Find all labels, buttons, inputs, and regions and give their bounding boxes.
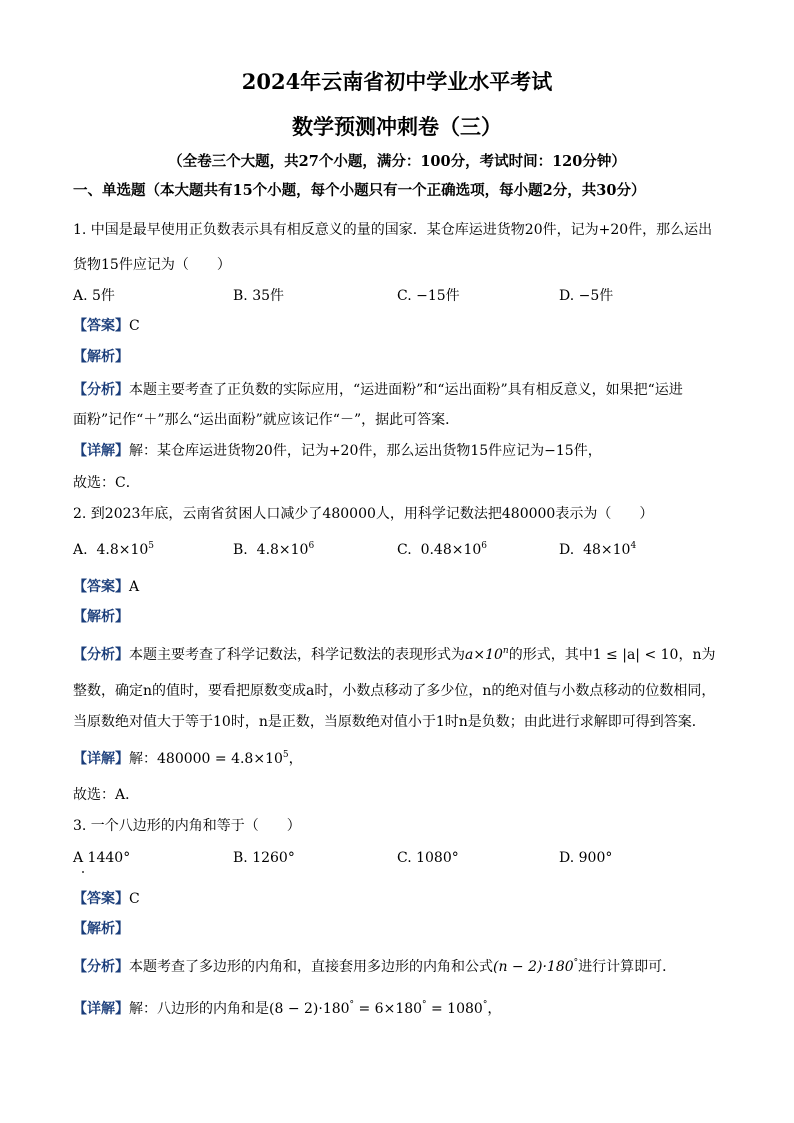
- q2-option-d: [559, 541, 636, 559]
- q3-option-d: D. 900°: [559, 850, 613, 866]
- q3-explain: [73, 920, 129, 938]
- q1-option-a: A. 5件: [73, 288, 115, 304]
- exam-title: 2024年云南省初中学业水平考试: [241, 69, 553, 94]
- q3-detail-math2: = 6×180: [354, 1001, 423, 1017]
- q1-option-c: C. −15件: [397, 288, 460, 304]
- answer-tag: 【答案】: [73, 891, 129, 907]
- q3-analysis-math: (n − 2)·180: [493, 959, 574, 975]
- q2-option-c: [397, 541, 487, 559]
- q1-explain: [73, 348, 129, 366]
- detail-tag: 【详解】: [73, 443, 129, 459]
- q3-option-a: A 1440°: [73, 850, 131, 866]
- q3-detail-math3: = 1080: [426, 1001, 483, 1017]
- q3-analysis: [73, 958, 676, 976]
- explain-tag: 【解析】: [73, 609, 129, 625]
- q2-analysis-math: a×10: [465, 647, 503, 663]
- q2-option-d-label: D.: [559, 542, 575, 558]
- q1-option-d: D. −5件: [559, 288, 614, 304]
- q1-choice: 故选：C．: [73, 475, 140, 491]
- q2-analysis-text-c: ，n为: [678, 647, 716, 663]
- q2-detail: [73, 750, 303, 768]
- q3-detail-deg2: °: [422, 1000, 427, 1010]
- answer-tag: 【答案】: [73, 579, 129, 595]
- q3-answer-value: C: [129, 891, 140, 907]
- q1-option-b: B. 35件: [233, 288, 285, 304]
- answer-tag: 【答案】: [73, 318, 129, 334]
- q1-analysis-line2: 面粉”记作“＋”那么“运出面粉”就应该记作“－”，据此可答案．: [73, 412, 460, 428]
- q3-option-c: C. 1080°: [397, 850, 459, 866]
- q2-explain: [73, 608, 129, 626]
- q2-analysis-text-b: 的形式，其中: [508, 647, 593, 663]
- q1-stem-text-a: 1. 中国是最早使用正负数表示具有相反意义的量的国家．某仓库运进货物20件，记为: [73, 222, 599, 238]
- explain-tag: 【解析】: [73, 349, 129, 365]
- q3-stem: 3. 一个八边形的内角和等于（ ）: [73, 818, 301, 834]
- q3-answer: [73, 890, 140, 908]
- q2-analysis-line3: 当原数绝对值大于等于10时，n是正数，当原数绝对值小于1时n是负数；由此进行求解即可得到答案．: [73, 714, 706, 730]
- analysis-tag: 【分析】: [73, 647, 129, 663]
- q2-analysis-line1: [73, 646, 716, 664]
- q1-answer-value: C: [129, 318, 140, 334]
- q2-choice: 故选：A．: [73, 787, 140, 803]
- q1-answer: [73, 317, 140, 335]
- q3-detail: [73, 1000, 501, 1018]
- q2-detail-end: ，: [288, 751, 303, 767]
- q2-analysis-line2: 整数，确定n的值时，要看把原数变成a时，小数点移动了多少位，n的绝对值与小数点移动的位数相同，: [73, 683, 716, 699]
- analysis-tag: 【分析】: [73, 959, 129, 975]
- q1-stem-line2: 货物15件应记为（ ）: [73, 257, 231, 273]
- q2-option-c-label: C.: [397, 542, 412, 558]
- q3-detail-text-a: 解：八边形的内角和是: [129, 1001, 269, 1017]
- exam-subtitle: 数学预测冲刺卷（三）: [292, 114, 502, 139]
- stray-dot: [82, 871, 84, 873]
- q2-stem: 2. 到2023年底，云南省贫困人口减少了480000人，用科学记数法把480000表示为（ ）: [73, 506, 654, 522]
- q2-analysis-text-a: 本题主要考查了科学记数法，科学记数法的表现形式为: [129, 647, 465, 663]
- q2-option-b-exp: 6: [308, 541, 315, 551]
- q2-option-a-label: A.: [73, 542, 88, 558]
- q3-analysis-exp: °: [573, 958, 579, 968]
- q2-detail-text: 解：480000 = 4.8×10: [129, 751, 283, 767]
- q1-analysis-line1: [73, 381, 683, 399]
- q2-option-c-exp: 6: [481, 541, 488, 551]
- q3-detail-math1: (8 − 2)·180: [269, 1001, 350, 1017]
- q3-detail-deg1: °: [349, 1000, 355, 1010]
- explain-tag: 【解析】: [73, 921, 129, 937]
- section-heading: 一、单选题（本大题共有15个小题，每个小题只有一个正确选项，每小题2分，共30分）: [73, 182, 646, 199]
- q2-answer-value: A: [129, 579, 140, 595]
- q2-option-a-base: 4.8×10: [96, 542, 149, 558]
- q1-stem-line1: [73, 221, 712, 239]
- detail-tag: 【详解】: [73, 1001, 129, 1017]
- q1-detail-text: 解：某仓库运进货物20件，记为+20件，那么运出货物15件应记为−15件，: [129, 443, 602, 459]
- q2-option-b-label: B.: [233, 542, 248, 558]
- detail-tag: 【详解】: [73, 751, 129, 767]
- q1-detail: [73, 442, 602, 460]
- analysis-tag: 【分析】: [73, 382, 129, 398]
- q3-analysis-text-b: 进行计算即可．: [578, 959, 677, 975]
- q3-detail-deg3: °: [482, 1000, 488, 1010]
- q2-option-a: [73, 541, 154, 559]
- q2-answer: [73, 578, 139, 596]
- q1-stem-math: +20: [598, 222, 629, 238]
- q2-option-d-exp: 4: [630, 541, 637, 551]
- q2-option-d-base: 48×10: [583, 542, 631, 558]
- exam-info: （全卷三个大题，共27个小题，满分：100分，考试时间：120分钟）: [168, 153, 626, 170]
- q3-option-b: B. 1260°: [233, 850, 295, 866]
- q1-stem-text-b: 件，那么运出: [628, 222, 713, 238]
- q1-analysis-text1: 本题主要考查了正负数的实际应用，“运进面粉”和“运出面粉”具有相反意义，如果把“运进: [129, 382, 683, 398]
- q2-option-b: [233, 541, 314, 559]
- q2-option-c-base: 0.48×10: [420, 542, 482, 558]
- q2-option-b-base: 4.8×10: [256, 542, 309, 558]
- q3-analysis-text-a: 本题考查了多边形的内角和，直接套用多边形的内角和公式: [129, 959, 493, 975]
- q2-analysis-exp: n: [502, 646, 509, 656]
- q3-detail-end: ，: [487, 1001, 502, 1017]
- q2-option-a-exp: 5: [148, 541, 155, 551]
- q2-analysis-ineq: 1 ≤ |a| < 10: [592, 647, 679, 663]
- q2-detail-exp: 5: [282, 750, 289, 760]
